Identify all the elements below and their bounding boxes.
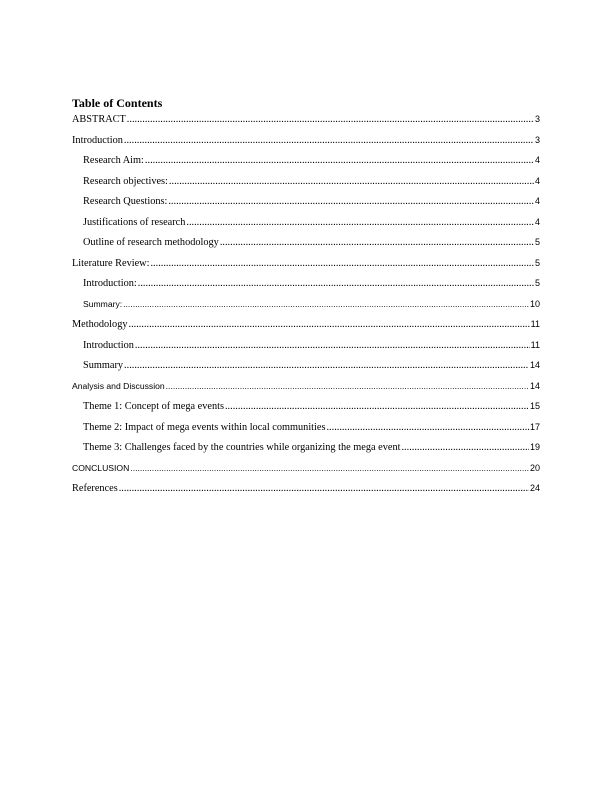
toc-page-number: 4	[534, 155, 540, 165]
toc-dot-leader	[130, 463, 529, 473]
toc-dot-leader	[127, 114, 534, 125]
toc-entry-label[interactable]: Introduction	[72, 134, 123, 146]
toc-dot-leader	[326, 422, 529, 433]
toc-entry-lit-introduction[interactable]	[72, 278, 540, 299]
toc-page-number: 19	[529, 442, 540, 452]
toc-entry-label[interactable]: Summary	[83, 360, 124, 371]
toc-dot-leader	[225, 401, 529, 412]
toc-entry-research-questions[interactable]	[72, 196, 540, 217]
toc-entry-research-aim[interactable]	[72, 155, 540, 176]
toc-entry-justifications[interactable]	[72, 217, 540, 238]
toc-dot-leader	[168, 196, 534, 207]
toc-entry-label[interactable]: Research objectives:	[83, 175, 168, 187]
toc-page-number: 3	[534, 134, 540, 145]
toc-dot-leader	[169, 176, 534, 187]
toc-entry-conclusion[interactable]	[72, 463, 540, 484]
toc-entry-label[interactable]: Introduction:	[83, 278, 137, 289]
toc-entry-literature-review[interactable]	[72, 258, 540, 279]
toc-entry-label[interactable]: References	[72, 483, 118, 494]
toc-page-number: 4	[534, 175, 540, 186]
toc-page-number: 3	[534, 114, 540, 124]
toc-dot-leader	[124, 135, 534, 146]
toc-entry-label[interactable]: Research Questions:	[83, 196, 168, 207]
toc-title: Table of Contents	[72, 96, 163, 110]
table-of-contents	[72, 114, 540, 504]
toc-entry-analysis-discussion[interactable]	[72, 381, 540, 402]
toc-page-number: 11	[530, 319, 540, 329]
toc-entry-label[interactable]: Theme 2: Impact of mega events within local communities	[83, 421, 326, 433]
toc-entry-research-objectives[interactable]	[72, 176, 540, 197]
toc-entry-theme-3[interactable]	[72, 442, 540, 463]
toc-page-number: 10	[529, 298, 540, 309]
toc-page-number: 20	[529, 462, 540, 473]
toc-dot-leader	[186, 217, 534, 228]
toc-entry-label[interactable]: Summary:	[83, 298, 123, 309]
toc-dot-leader	[129, 319, 530, 330]
toc-dot-leader	[150, 258, 534, 269]
toc-entry-label[interactable]: Methodology	[72, 319, 128, 330]
toc-entry-introduction[interactable]	[72, 135, 540, 156]
toc-dot-leader	[119, 483, 529, 494]
toc-dot-leader	[220, 237, 534, 248]
toc-page-number: 14	[529, 360, 540, 370]
toc-page-number: 17	[529, 421, 540, 432]
toc-entry-label[interactable]: Research Aim:	[83, 155, 144, 166]
toc-dot-leader	[401, 442, 529, 453]
toc-entry-label[interactable]: Literature Review:	[72, 257, 150, 269]
toc-page-number: 11	[530, 339, 540, 350]
toc-entry-label[interactable]: Justifications of research	[83, 216, 186, 228]
toc-entry-theme-2[interactable]	[72, 422, 540, 443]
toc-entry-label[interactable]: Outline of research methodology	[83, 237, 219, 248]
toc-page-number: 4	[534, 216, 540, 227]
toc-dot-leader	[123, 299, 529, 309]
toc-page-number: 15	[529, 401, 540, 411]
toc-page-number: 5	[534, 278, 540, 288]
toc-dot-leader	[145, 155, 534, 166]
toc-dot-leader	[138, 278, 534, 289]
toc-entry-label[interactable]: Theme 1: Concept of mega events	[83, 401, 224, 412]
toc-page-number: 4	[534, 196, 540, 206]
toc-dot-leader	[135, 340, 530, 351]
toc-page-number: 24	[529, 483, 540, 493]
toc-entry-theme-1[interactable]	[72, 401, 540, 422]
toc-page-number: 14	[529, 380, 540, 391]
toc-entry-label[interactable]: Theme 3: Challenges faced by the countries while organizing the mega event	[83, 442, 401, 453]
toc-entry-methodology[interactable]	[72, 319, 540, 340]
toc-entry-label[interactable]: ABSTRACT	[72, 114, 126, 125]
toc-entry-lit-summary[interactable]	[72, 299, 540, 320]
toc-page-number: 5	[534, 257, 540, 268]
toc-entry-meth-summary[interactable]	[72, 360, 540, 381]
toc-entry-abstract[interactable]	[72, 114, 540, 135]
toc-entry-references[interactable]	[72, 483, 540, 504]
toc-page-number: 5	[534, 237, 540, 247]
toc-entry-meth-introduction[interactable]	[72, 340, 540, 361]
toc-entry-label[interactable]: Introduction	[83, 339, 134, 351]
toc-dot-leader	[124, 360, 529, 371]
toc-entry-outline-methodology[interactable]	[72, 237, 540, 258]
toc-dot-leader	[166, 381, 529, 391]
toc-entry-label[interactable]: Analysis and Discussion	[72, 380, 165, 391]
toc-entry-label[interactable]: CONCLUSION	[72, 462, 130, 473]
